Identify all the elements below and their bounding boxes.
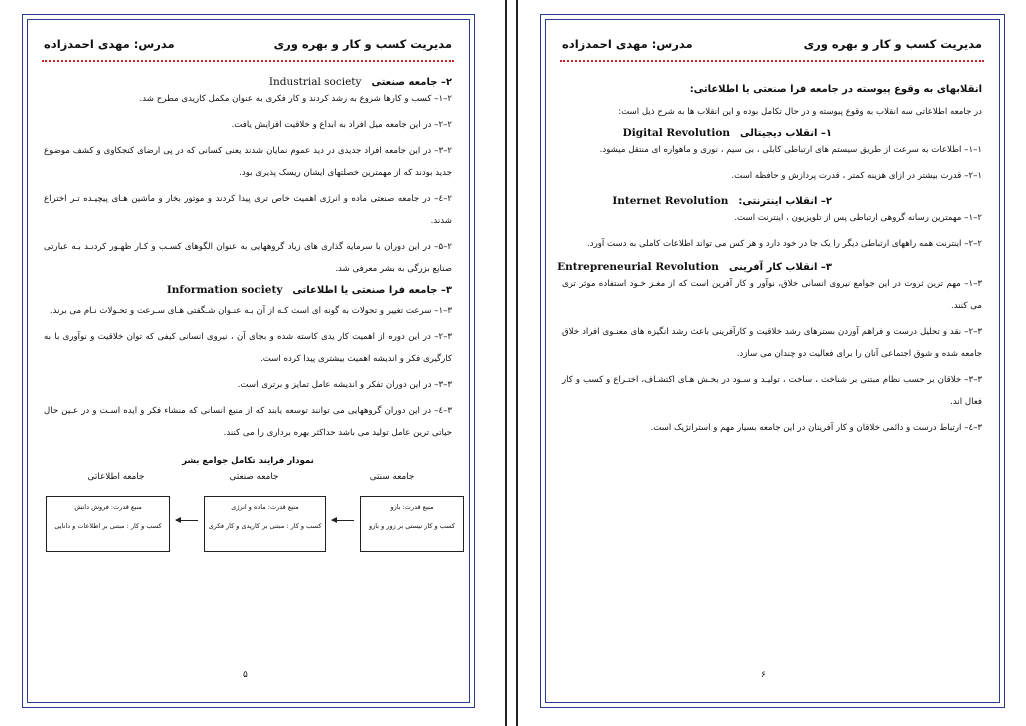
stage-label-info: جامعه اطلاعاتی [87, 472, 145, 482]
paragraph: ۳–۳– در این دوران تفکر و اندیشه عامل تمایز و برتری است. [237, 380, 452, 390]
stage-box-traditional [360, 496, 464, 552]
intro-heading: انقلابهای به وقوع پیوسته در جامعه فرا صنعتی یا اطلاعاتی: [689, 84, 982, 95]
paragraph: ۳–۱– سرعت تغییر و تحولات به گونه ای است کـه از آن بـه عنـوان شـگفتی هـای سـرعت و تحـولات نـام می برند. [49, 306, 452, 316]
stage-label-traditional: جامعه سنتی [369, 472, 415, 482]
heading-en: Entrepreneurial Revolution [557, 261, 719, 273]
stage-business: کسب و کار : مبتنی بر اطلاعات و دانایی [54, 522, 162, 530]
heading-en: Industrial society [268, 76, 362, 88]
stage-business: کسب و کار نیستی بر زور و بازو [368, 522, 456, 530]
teacher-name: مدرس: مهدی احمدزاده [562, 37, 693, 51]
page-header [38, 30, 458, 58]
heading-fa: ۳– انقلاب کار آفرینی [728, 262, 832, 273]
page-right-content [556, 30, 988, 439]
page-number: ۵ [243, 670, 248, 680]
paragraph: ۳–٤– در این دوران گروههایی می توانند توسعه یابند که از منبع انسانی که منشاء فکر و ایده اسـت و در عـین حال حیاتی ترین عامل تولید می باشد حداکثر بهره برداری را می کنند. [44, 406, 452, 438]
paragraph: ۳–۳– خلاقان بر حسب نظام مبتنی بر شناخت ، ساخت ، تولیـد و سـود در بخـش هـای اکتشـاف، اختـراع و کسب و کار فعال اند. [562, 375, 982, 407]
paragraph: ۲–۳– در این جامعه افراد جدیدی در دید عموم نمایان شدند یعنی کسانی که در پی ارضای کنجکاوی و کشف موضوع جدید بودند که از مهمترین خصلتهای ایشان ریسک پذیری بود. [44, 146, 452, 178]
paragraph: ۲–٤– در جامعه صنعتی ماده و انرژی اهمیت خاص تری پیدا کردند و موتور بخار و ماشین هـای پیچیـده تـر اختراع شدند. [44, 194, 452, 226]
paragraph: ۳–۲– نقد و تحلیل درست و فراهم آوردن بسترهای رشد خلاقیت و کارآفرینی باعث رشد انگیزه های معنـوی افراد خلاق جامعه شده و شوق اجتماعی آنان را برای فعالیت دو چندان می سازد. [562, 327, 982, 359]
evolution-diagram [44, 472, 456, 582]
paragraph: در جامعه اطلاعاتی سه انقلاب به وقوع پیوسته و در حال تکامل بوده و این انقلاب ها به شرح ذیل است: [618, 107, 982, 117]
paragraph: ۳–۱– مهم ترین ثروت در این جوامع نیروی انسانی خلاق، نوآور و کار آفرین است که از مغـز خـود استفاده موثر تری می کنند. [562, 279, 982, 311]
stage-power: منبع قدرت: فروش دانش [74, 503, 142, 511]
heading-fa: ۲– جامعه صنعتی [371, 77, 452, 88]
paragraph: ۲–۱– مهمترین رسانه گروهی ارتباطی پس از تلویزیون ، اینترنت است. [734, 213, 982, 223]
stage-power: منبع قدرت: بازو [390, 503, 434, 511]
arrow-left-icon [332, 520, 354, 521]
paragraph: ۲–۲– در این جامعه میل افراد به ابداع و خلاقیت افزایش یافت. [231, 120, 452, 130]
diagram-title: نمودار فرایند تکامل جوامع بشر [182, 456, 314, 466]
heading-en: Digital Revolution [622, 127, 731, 139]
course-title: مدیریت کسب و کار و بهره وری [273, 37, 452, 51]
header-dotted-rule [42, 60, 454, 62]
heading-fa: ۱– انقلاب دیجیتالی [740, 128, 832, 139]
paragraph: ۱–۱– اطلاعات به سرعت از طریق سیستم های ارتباطی کابلی ، بی سیم ، نوری و ماهواره ای منتقل میشود. [599, 145, 982, 155]
page-header [556, 30, 988, 58]
header-dotted-rule [560, 60, 984, 62]
paragraph: ۳–۲– در این دوره از اهمیت کار یدی کاسته شده و بجای آن ، نیروی انسانی کیفی که توان خلاقیت و نوآوری با به کارگیری فکر و اندیشه اهمیت بیشتری پیدا کرده است. [44, 332, 452, 364]
section-heading [557, 261, 982, 273]
section-heading [562, 127, 982, 139]
stage-business: کسب و کار : مبتنی بر کاریدی و کار فکری [208, 522, 322, 530]
page-number: ۶ [761, 670, 766, 680]
paragraph: ۳–٤– ارتباط درست و دائمی خلاقان و کار آفرینان در این جامعه بسیار مهم و استراتژیک است. [650, 423, 982, 433]
section-heading [44, 76, 452, 88]
heading-en: Information society [166, 284, 283, 296]
stage-label-industrial: جامعه صنعتی [229, 472, 279, 482]
stage-power: منبع قدرت: ماده و انرژی [231, 503, 299, 511]
page-right [516, 0, 1026, 726]
arrow-left-icon [176, 520, 198, 521]
heading-fa: ۳– جامعه فرا صنعتی یا اطلاعاتی [292, 285, 452, 296]
teacher-name: مدرس: مهدی احمدزاده [44, 37, 175, 51]
stage-box-info [46, 496, 170, 552]
page-left [0, 0, 507, 726]
paragraph: ۲–۲– اینترنت همه راههای ارتباطی دیگر را یک جا در خود دارد و هر کس می تواند اطلاعات کاملی به دست آورد. [587, 239, 982, 249]
stage-box-industrial [204, 496, 326, 552]
paragraph: ۲–۱– کسب و کارها شروع به رشد کردند و کار فکری به عنوان مکمل کاریدی مطرح شد. [139, 94, 452, 104]
page-left-content [38, 30, 458, 582]
section-heading [562, 195, 982, 207]
heading-en: Internet Revolution [612, 195, 729, 207]
paragraph: ۲–۵– در این دوران با سرمایه گذاری های زیاد گروههایی به عنوان الگوهای کسـب و کـار ظهـور کردنـد بـه عبارتی صنایع بزرگی به بشر معرفی شد. [44, 242, 452, 274]
heading-fa: ۲– انقلاب اینترنتی: [738, 196, 832, 207]
course-title: مدیریت کسب و کار و بهره وری [803, 37, 982, 51]
paragraph: ۱–۲– قدرت بیشتر در ازای هزینه کمتر ، قدرت پردازش و حافظه است. [731, 171, 982, 181]
section-heading [44, 284, 452, 296]
